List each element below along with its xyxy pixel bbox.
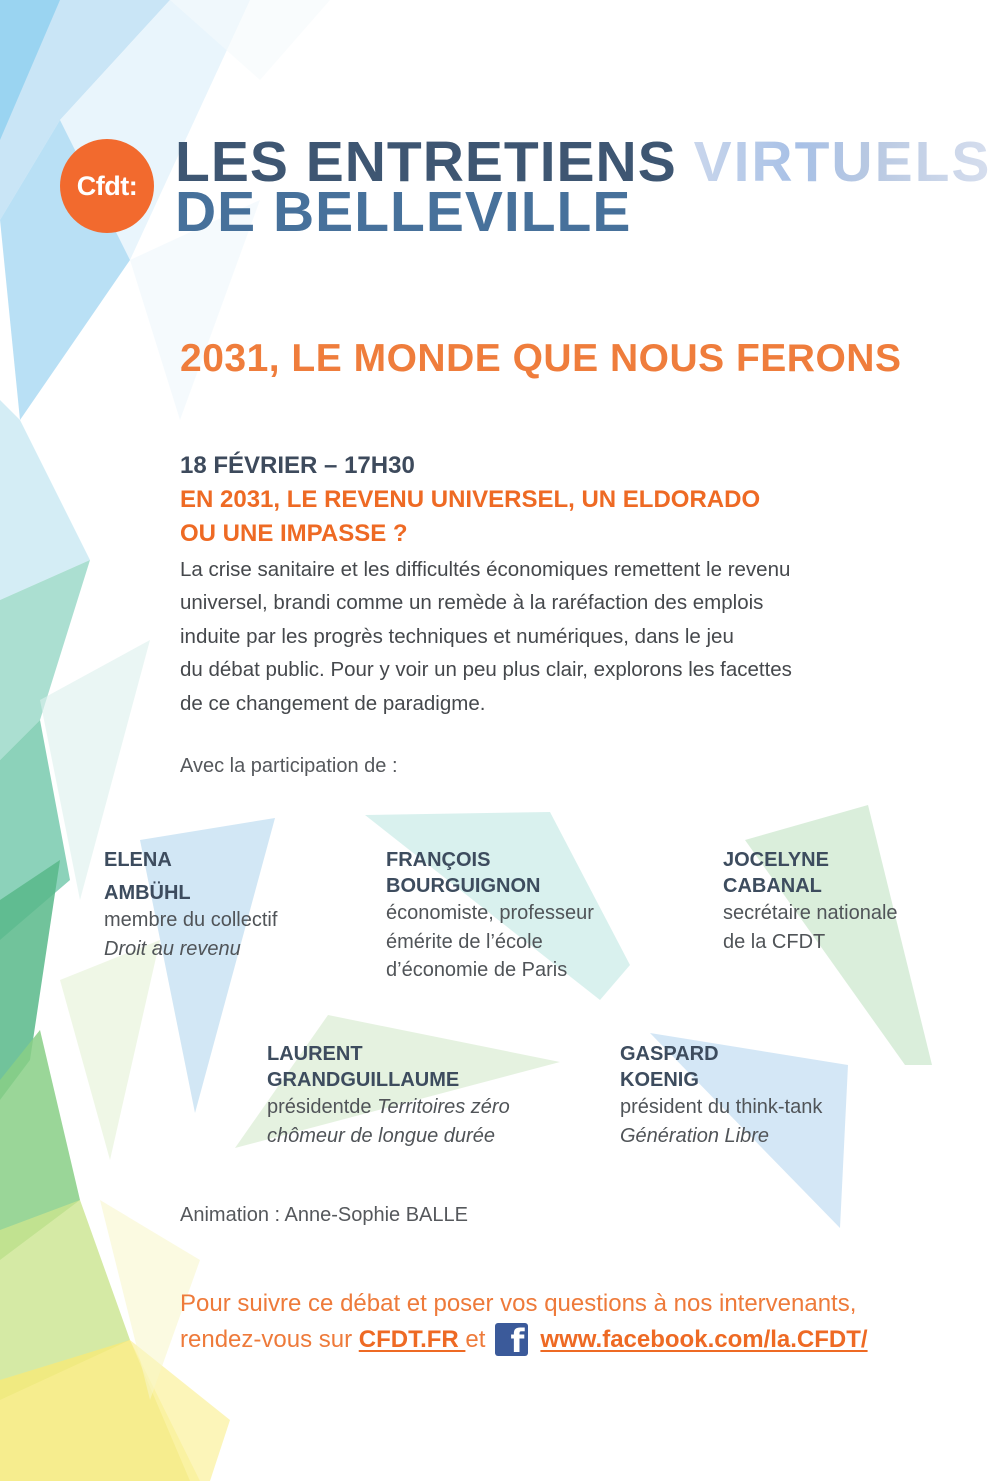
speaker-role-italic: Territoires zéro [377,1096,510,1118]
speaker-last-name: AMBÜHL [104,882,191,904]
speaker-first-name: ELENA [104,849,172,871]
description-line: de ce changement de paradigme. [180,691,486,715]
facebook-glyph: f [510,1322,525,1360]
header-title-main: LES ENTRETIENS [175,130,677,194]
description-line: universel, brandi comme un remède à la raréfaction des emplois [180,591,764,615]
speaker-last-name: KOENIG [620,1069,699,1091]
speaker-role: Droit au revenu [104,937,241,960]
speaker-gaspard-koenig [620,1041,822,1150]
event-subtitle-line1: EN 2031, LE REVENU UNIVERSEL, UN ELDORADO [180,486,761,513]
facebook-link[interactable]: www.facebook.com/la.CFDT/ [540,1325,868,1353]
follow-text-line2 [180,1322,868,1360]
speaker-role: économiste, professeur [386,902,594,924]
speaker-last-name: GRANDGUILLAUME [267,1069,460,1091]
speaker-role: de la CFDT [723,930,826,953]
animation-credit: Animation : Anne-Sophie BALLE [180,1204,468,1226]
speaker-role: secrétaire nationale [723,902,898,924]
event-date: 18 FÉVRIER – 17H30 [180,452,415,479]
logo-text: Cfdt: [76,170,138,201]
follow-prefix: rendez-vous sur [180,1325,359,1353]
speaker-first-name: JOCELYNE [723,849,829,871]
speaker-role: émérite de l’école [386,930,543,953]
speaker-jocelyne-cabanal [723,847,898,956]
speaker-role [267,1093,510,1122]
cfdt-link[interactable]: CFDT.FR [358,1325,466,1353]
description-line: induite par les progrès techniques et numériques, dans le jeu [180,624,734,648]
speaker-last-name: BOURGUIGNON [386,875,541,897]
speaker-role: chômeur de longue durée [267,1124,495,1147]
speaker-role-plain: présidentde [267,1096,378,1118]
header-title-line2: DE BELLEVILLE [175,180,632,244]
speaker-francois-bourguignon [386,847,594,985]
header-title-accent: VIRTUELS [693,130,991,194]
speaker-role: président du think-tank [620,1096,823,1118]
speaker-role: Génération Libre [620,1124,769,1147]
facebook-icon[interactable] [495,1322,528,1360]
main-title: 2031, LE MONDE QUE NOUS FERONS [180,337,902,380]
description-line: La crise sanitaire et les difficultés économiques remettent le revenu [180,558,791,581]
speaker-laurent-grandguillaume [267,1041,510,1150]
description-line: du débat public. Pour y voir un peu plus clair, explorons les facettes [180,658,792,682]
event-subtitle-line2: OU UNE IMPASSE ? [180,520,408,547]
follow-and: et [465,1325,486,1353]
speaker-first-name: FRANÇOIS [386,849,491,871]
speaker-elena-ambuhl [104,847,277,963]
event-description [180,553,920,720]
speaker-first-name: LAURENT [267,1043,363,1065]
follow-text-line1: Pour suivre ce débat et poser vos questions à nos intervenants, [180,1290,857,1317]
participation-label: Avec la participation de : [180,755,398,777]
speaker-role: membre du collectif [104,909,278,931]
speaker-first-name: GASPARD [620,1043,719,1065]
cfdt-logo [60,139,154,233]
speaker-role: d’économie de Paris [386,959,568,981]
speaker-last-name: CABANAL [723,875,822,897]
